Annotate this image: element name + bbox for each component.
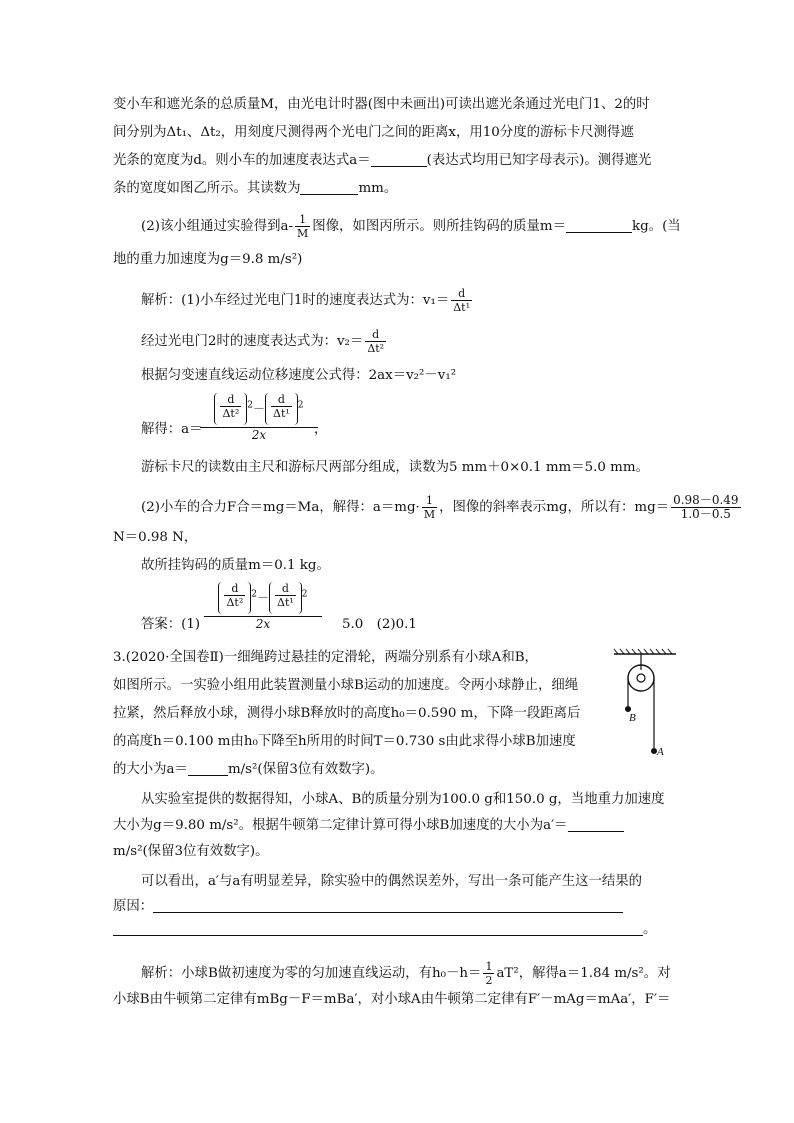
text-line: 故所挂钩码的质量m＝0.1 kg。 [141,558,330,573]
text-span: ，图像的斜率表示mg，所以有：mg＝ [439,500,670,515]
text-span: (2)小车的合力F合＝mg＝Ma，解得：a＝mg· [141,500,420,515]
text-span: 经过光电门2时的速度表达式为：v₂＝ [141,334,364,349]
answer-blank[interactable] [300,180,358,195]
text-line [113,920,656,940]
answer-blank[interactable] [188,761,228,776]
text-line: 如图所示。一实验小组用此装置测量小球B运动的加速度。令两小球静止，细绳 [113,678,579,693]
text-line [113,897,623,917]
text-span: 原因： [113,899,154,914]
text-line: 答案：(1) [141,617,201,632]
text-line: 间分别为Δt₁、Δt₂，用刻度尺测得两个光电门之间的距离x，用10分度的游标卡尺测得遮 [113,125,634,140]
text-span: mm。 [358,181,398,196]
text-line [113,760,383,780]
text-line [141,960,671,987]
fraction-1-over-M: $\frac{1}{M}$ [423,494,436,521]
text-span: (表达式均用已知字母表示)。测得遮光 [426,153,652,168]
pulley-diagram [610,648,680,758]
text-span: 条的宽度如图乙所示。其读数为 [113,181,301,196]
text-line: 游标卡尺的读数由主尺和游标尺两部分组成，读数为5 mm＋0×0.1 mm＝5.0 mm。 [141,460,649,475]
fraction-one-half: $\frac{1}{2}$ [485,960,493,987]
text-span: ， [314,422,328,437]
text-line: m/s²(保留3位有效数字)。 [113,844,269,859]
text-line: 小球B由牛顿第二定律有mBg－F＝mBa′，对小球A由牛顿第二定律有F′－mAg＝mAa′，F′＝ [113,992,671,1007]
fraction-d-dt1: $\frac{d}{\text{Δt¹}}$ [453,287,471,314]
label-B: B [629,712,636,724]
text-line: 地的重力加速度为g＝9.8 m/s²) [113,252,303,267]
answer-blank[interactable] [371,152,427,167]
text-line [141,328,388,355]
text-line: N＝0.98 N， [113,530,198,545]
fraction-1-over-M: $\frac{1}{M}$ [297,213,309,240]
text-span: 的大小为a＝ [113,762,188,777]
text-span: 5.0 (2)0.1 [342,617,417,632]
text-line [141,287,474,314]
text-line: 拉紧，然后释放小球，测得小球B释放时的高度h₀＝0.590 m，下降一段距离后 [113,706,581,721]
answer-blank[interactable] [568,817,624,832]
text-line: 根据匀变速直线运动位移速度公式得：2ax＝v₂²－v₁² [141,368,457,383]
answer-blank[interactable] [566,218,632,233]
bracket-term: $\frac{d}{\text{Δt¹}}$ [265,393,298,425]
text-span: 解析：小球B做初速度为零的匀加速直线运动，有h₀－h＝ [141,966,482,981]
label-A: A [657,746,664,758]
text-line [141,213,681,240]
acceleration-formula: $\frac{d}{\text{Δt²}}$ $^2$－ $\frac{d}{\text{Δt¹}}$ $^2$ 2x [200,393,318,442]
text-span: 。 [643,922,657,937]
text-span: 解析：(1)小车经过光电门1时的速度表达式为：v₁＝ [141,293,450,308]
text-line: 的高度h＝0.100 m由h₀下降至h所用的时间T＝0.730 s由此求得小球B加速度 [113,734,576,749]
slope-fraction: $\frac{0.98-0.49}{1.0-0.5}$ [673,493,739,521]
text-span: 图像，如图丙所示。则所挂钩码的质量m＝ [312,219,566,234]
text-span: 大小为g＝9.80 m/s²。根据牛顿第二定律计算可得小球B加速度的大小为a′＝ [113,818,568,833]
text-span: 光条的宽度为d。则小车的加速度表达式a＝ [113,153,371,168]
text-line [113,816,624,836]
text-line: 可以看出，a′与a有明显差异，除实验中的偶然误差外，写出一条可能产生这一结果的 [141,874,643,889]
text-span: (2)该小组通过实验得到a- [141,219,293,234]
answer-blank[interactable] [153,898,623,913]
text-span: aT²，解得a＝1.84 m/s²。对 [496,966,671,981]
text-line: 解得：a＝ [141,422,203,437]
text-span: kg。(当 [632,219,681,234]
text-line [113,179,397,199]
text-line: 变小车和遮光条的总质量M，由光电计时器(图中未画出)可读出遮光条通过光电门1、2的时 [113,97,650,112]
text-line: 3.(2020·全国卷Ⅱ)一细绳跨过悬挂的定滑轮，两端分别系有小球A和B， [113,650,538,665]
fraction-d-dt2: $\frac{d}{\text{Δt²}}$ [367,328,385,355]
answer-formula: $\frac{d}{\text{Δt²}}$ $^2$－ $\frac{d}{\text{Δt¹}}$ $^2$ 2x [204,582,322,631]
text-line [141,494,743,521]
bracket-term: $\frac{d}{\text{Δt²}}$ [214,393,247,425]
text-line [113,151,651,171]
text-span: m/s²(保留3位有效数字)。 [227,762,384,777]
answer-blank[interactable] [113,921,643,936]
text-line: 从实验室提供的数据得知，小球A、B的质量分别为100.0 g和150.0 g，当地重力加速度 [141,792,665,807]
